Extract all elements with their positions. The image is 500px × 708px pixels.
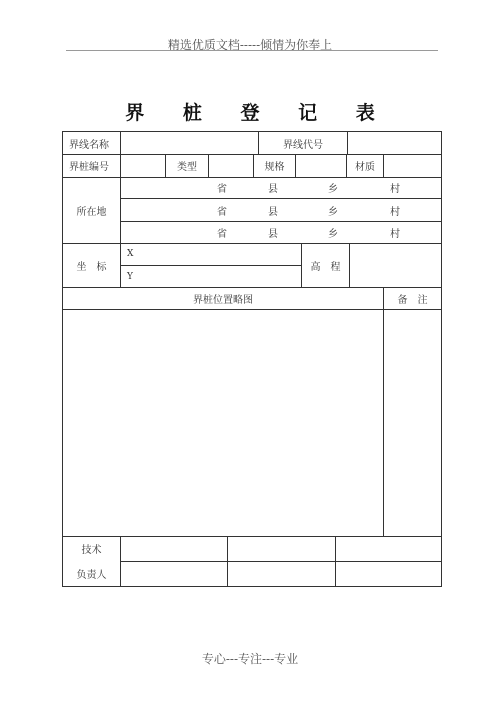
township-unit: 乡 bbox=[328, 184, 338, 195]
col-divider bbox=[120, 243, 121, 287]
signature-cell[interactable] bbox=[336, 562, 441, 586]
signature-cell[interactable] bbox=[121, 562, 227, 586]
boundary-name-label: 界线名称 bbox=[69, 139, 109, 151]
page-header: 精选优质文档-----倾情为你奉上 bbox=[167, 38, 333, 52]
elevation-label: 高 程 bbox=[310, 261, 341, 273]
signature-cell[interactable] bbox=[121, 537, 227, 561]
location-label: 所在地 bbox=[76, 206, 107, 218]
province-unit: 省 bbox=[217, 206, 227, 218]
x-coordinate-field[interactable]: X bbox=[127, 249, 134, 259]
township-unit: 乡 bbox=[328, 206, 338, 218]
type-label: 类型 bbox=[177, 162, 197, 173]
coordinate-label: 坐 标 bbox=[76, 261, 107, 273]
spec-label: 规格 bbox=[264, 162, 285, 173]
form-title: 界 桩 登 记 表 bbox=[125, 102, 391, 124]
province-unit: 省 bbox=[217, 184, 227, 195]
signature-cell[interactable] bbox=[336, 537, 441, 561]
header-divider bbox=[66, 50, 438, 51]
location-sketch-area[interactable] bbox=[63, 310, 383, 536]
township-unit: 乡 bbox=[328, 229, 338, 240]
village-unit: 村 bbox=[390, 229, 400, 240]
person-label: 负责人 bbox=[76, 570, 107, 581]
elevation-field[interactable] bbox=[350, 244, 441, 287]
county-unit: 县 bbox=[268, 206, 278, 218]
material-field[interactable] bbox=[384, 155, 441, 177]
village-unit: 村 bbox=[390, 184, 400, 195]
province-unit: 省 bbox=[217, 229, 227, 240]
col-divider bbox=[120, 177, 121, 243]
y-coordinate-field[interactable]: Y bbox=[127, 271, 133, 282]
county-unit: 县 bbox=[268, 229, 278, 240]
sketch-label: 界桩位置略图 bbox=[193, 294, 253, 306]
material-label: 材质 bbox=[355, 162, 375, 173]
spec-field[interactable] bbox=[296, 155, 346, 177]
boundary-name-field[interactable] bbox=[121, 133, 258, 154]
county-unit: 县 bbox=[268, 184, 278, 195]
village-unit: 村 bbox=[390, 206, 400, 218]
page-footer: 专心---专注---专业 bbox=[201, 652, 299, 666]
boundary-marker-form bbox=[62, 131, 442, 587]
boundary-code-field[interactable] bbox=[348, 133, 441, 154]
signature-cell[interactable] bbox=[228, 537, 335, 561]
remarks-label: 备 注 bbox=[397, 294, 428, 306]
tech-label: 技术 bbox=[81, 545, 102, 556]
boundary-code-label: 界线代号 bbox=[283, 139, 323, 151]
marker-no-field[interactable] bbox=[121, 155, 165, 177]
signature-cell[interactable] bbox=[228, 562, 335, 586]
remarks-area[interactable] bbox=[384, 310, 441, 536]
type-field[interactable] bbox=[209, 155, 253, 177]
marker-no-label: 界桩编号 bbox=[69, 162, 109, 173]
